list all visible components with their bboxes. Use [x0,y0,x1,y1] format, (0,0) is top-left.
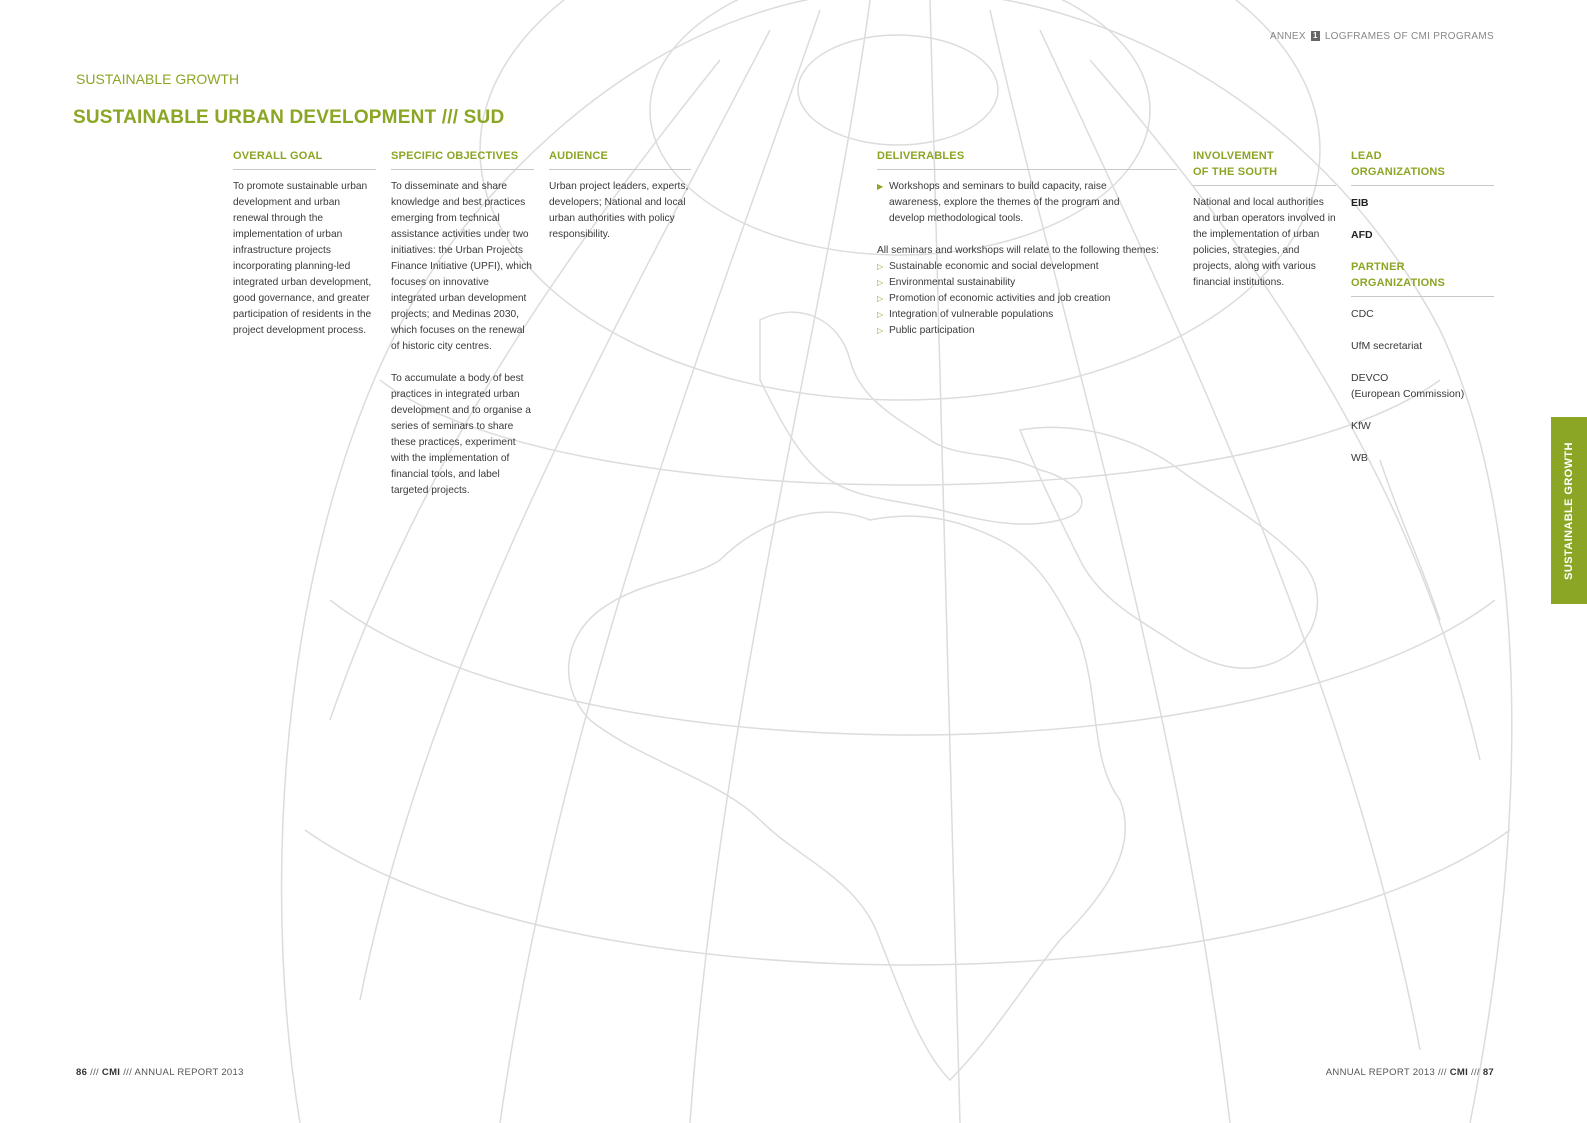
partner-organizations-heading [1351,259,1494,297]
footer-separator: /// [1471,1067,1480,1078]
specific-objectives-heading: SPECIFIC OBJECTIVES [391,148,534,170]
filled-triangle-icon: ▶ [877,182,884,191]
right-page-number: 87 [1482,1067,1494,1078]
involvement-heading [1193,148,1336,186]
column-deliverables [877,148,1177,339]
theme-text: Sustainable economic and social development [889,261,1099,272]
footer-org: CMI [1449,1067,1469,1078]
theme-item [877,291,1177,307]
partner-org: CDC [1351,308,1374,320]
partner-org: UfM secretariat [1351,340,1423,352]
theme-item [877,307,1177,323]
left-page-number: 86 [76,1067,88,1078]
footer-separator: /// [1437,1067,1447,1078]
deliverables-heading: DELIVERABLES [877,148,1177,170]
outline-triangle-icon: ▷ [877,326,884,335]
lead-heading-line1: LEAD [1351,150,1382,162]
column-organizations [1351,148,1494,482]
partner-org-note: (European Commission) [1351,388,1465,400]
partner-org: KfW [1351,420,1371,432]
theme-text: Integration of vulnerable populations [889,309,1054,320]
column-audience [549,148,691,259]
objective-paragraph: To disseminate and share knowledge and best practices emerging from technical assistance activities under two initiatives: the Urban Projects Finance Initiative (UPFI), which focuses on innovative integrated urban development projects; and Medinas 2030, which focuses on the renewal of historic city centres. [391,181,532,352]
partner-org: WB [1351,452,1368,464]
lead-org: AFD [1351,229,1373,241]
lead-org: EIB [1351,197,1369,209]
theme-text: Promotion of economic activities and job creation [889,293,1111,304]
footer-separator: /// [123,1067,133,1078]
deliverable-item [877,179,1127,227]
audience-text: Urban project leaders, experts, developers; National and local urban authorities with policy responsibility. [549,181,689,240]
footer-report: ANNUAL REPORT 2013 [134,1067,244,1078]
themes-intro: All seminars and workshops will relate to the following themes: [877,245,1159,256]
theme-text: Environmental sustainability [889,277,1016,288]
objective-paragraph: To accumulate a body of best practices in integrated urban development and to organise a series of seminars to share these practices, experiment with the implementation of financial tools, and label targeted projects. [391,373,531,496]
footer-report: ANNUAL REPORT 2013 [1325,1067,1436,1078]
theme-item [877,259,1177,275]
outline-triangle-icon: ▷ [877,310,884,319]
partner-heading-line2: ORGANIZATIONS [1351,277,1446,289]
themes-list [877,259,1177,339]
outline-triangle-icon: ▷ [877,278,884,287]
annex-header [1270,31,1494,42]
footer-left [76,1067,244,1078]
column-overall-goal [233,148,376,355]
column-involvement [1193,148,1336,307]
partner-org: DEVCO [1351,372,1389,384]
footer-org: CMI [101,1067,121,1078]
page-title: SUSTAINABLE URBAN DEVELOPMENT /// SUD [73,107,505,128]
outline-triangle-icon: ▷ [877,262,884,271]
column-specific-objectives [391,148,534,515]
lead-heading-line2: ORGANIZATIONS [1351,166,1446,178]
partner-heading-line1: PARTNER [1351,261,1405,273]
side-tab-label: SUSTAINABLE GROWTH [1563,441,1575,580]
involvement-text: National and local authorities and urban operators involved in the implementation of urban policies, strategies, and projects, along with various financial institutions. [1193,197,1336,288]
footer-separator: /// [90,1067,99,1078]
annex-label: ANNEX [1269,31,1306,42]
overall-goal-text: To promote sustainable urban development and urban renewal through the implementation of urban infrastructure projects incorporating planning-led integrated urban development, good governance, and greater participation of residents in the project development process. [233,181,372,336]
involvement-heading-line2: OF THE SOUTH [1193,166,1278,178]
section-label: SUSTAINABLE GROWTH [76,71,240,87]
footer-right [1326,1067,1494,1078]
deliverable-main-text: Workshops and seminars to build capacity, raise awareness, explore the themes of the program and develop methodological tools. [889,181,1120,224]
involvement-heading-line1: INVOLVEMENT [1193,150,1274,162]
section-side-tab [1551,417,1587,604]
annex-number: 1 [1312,31,1318,40]
overall-goal-heading: OVERALL GOAL [233,148,376,170]
lead-organizations-heading [1351,148,1494,186]
theme-item [877,275,1177,291]
annex-title: LOGFRAMES OF CMI PROGRAMS [1324,31,1494,42]
outline-triangle-icon: ▷ [877,294,884,303]
theme-text: Public participation [889,325,975,336]
audience-heading: AUDIENCE [549,148,691,170]
theme-item [877,323,1177,339]
